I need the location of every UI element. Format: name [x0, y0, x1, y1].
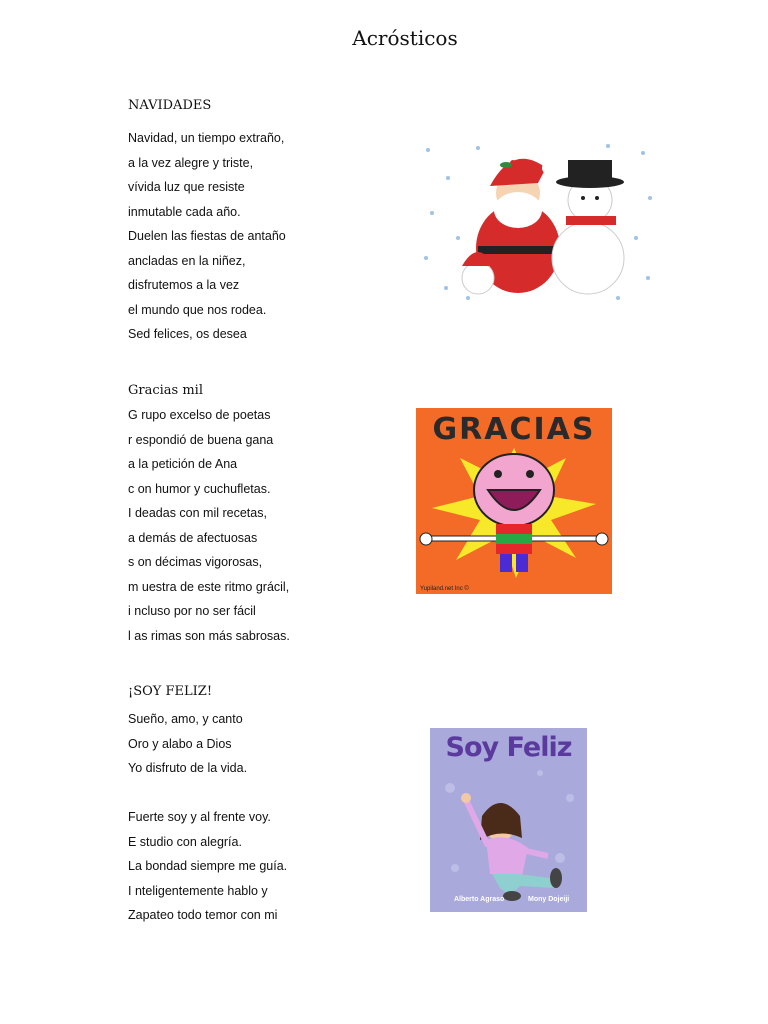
- poem-line: l as rimas son más sabrosas.: [128, 628, 290, 643]
- santa-snowman-image: [418, 138, 658, 308]
- poem-line: Zapateo todo temor con mi: [128, 908, 278, 922]
- poem-line: Yo disfruto de la vida.: [128, 761, 248, 775]
- poem-line: r espondió de buena gana: [128, 432, 274, 447]
- poem-line: el mundo que nos rodea.: [128, 302, 267, 317]
- poem-soy-feliz: [128, 707, 287, 928]
- book-author: Alberto Agraso: [454, 896, 505, 903]
- poem-line: a demás de afectuosas: [128, 530, 258, 545]
- soy-feliz-book-title: Soy Feliz: [445, 732, 572, 763]
- poem-line: [128, 781, 287, 806]
- book-author: Mony Dojeiji: [528, 896, 570, 903]
- poem-line: disfrutemos a la vez: [128, 278, 240, 292]
- poem-line: ancladas en la niñez,: [128, 253, 246, 268]
- poem-navidades: [128, 126, 286, 347]
- poem-line: a la vez alegre y triste,: [128, 155, 254, 170]
- section-heading-gracias-mil: Gracias mil: [128, 383, 203, 398]
- santa-snowman-illustration: [418, 138, 658, 308]
- section-heading-soy-feliz: ¡SOY FELIZ!: [128, 684, 213, 699]
- poem-line: c on humor y cuchufletas.: [128, 481, 271, 496]
- section-heading-navidades: NAVIDADES: [128, 98, 212, 113]
- poem-line: Sed felices, os desea: [128, 327, 247, 341]
- poem-line: Navidad, un tiempo extraño,: [128, 131, 285, 145]
- poem-line: I nteligentemente hablo y: [128, 883, 268, 898]
- gracias-image-word: GRACIAS: [432, 412, 596, 447]
- soy-feliz-book-cover: [430, 728, 587, 912]
- gracias-image-credit: Yupiland.net Inc ©: [420, 586, 469, 592]
- poem-line: i ncluso por no ser fácil: [128, 604, 256, 618]
- poem-line: s on décimas vigorosas,: [128, 555, 263, 569]
- poem-line: Duelen las fiestas de antaño: [128, 229, 286, 243]
- poem-line: Fuerte soy y al frente voy.: [128, 810, 271, 824]
- poem-line: E studio con alegría.: [128, 834, 242, 849]
- poem-line: Oro y alabo a Dios: [128, 736, 232, 751]
- poem-line: m uestra de este ritmo grácil,: [128, 579, 290, 594]
- poem-line: I deadas con mil recetas,: [128, 506, 267, 520]
- poem-line: a la petición de Ana: [128, 457, 238, 471]
- poem-line: G rupo excelso de poetas: [128, 408, 271, 422]
- poem-line: La bondad siempre me guía.: [128, 859, 288, 873]
- gracias-image: [416, 408, 612, 594]
- poem-gracias-mil: [128, 403, 290, 648]
- poem-line: inmutable cada año.: [128, 204, 241, 219]
- poem-line: Sueño, amo, y canto: [128, 712, 243, 726]
- page-title: Acrósticos: [352, 26, 458, 50]
- poem-line: vívida luz que resiste: [128, 180, 245, 194]
